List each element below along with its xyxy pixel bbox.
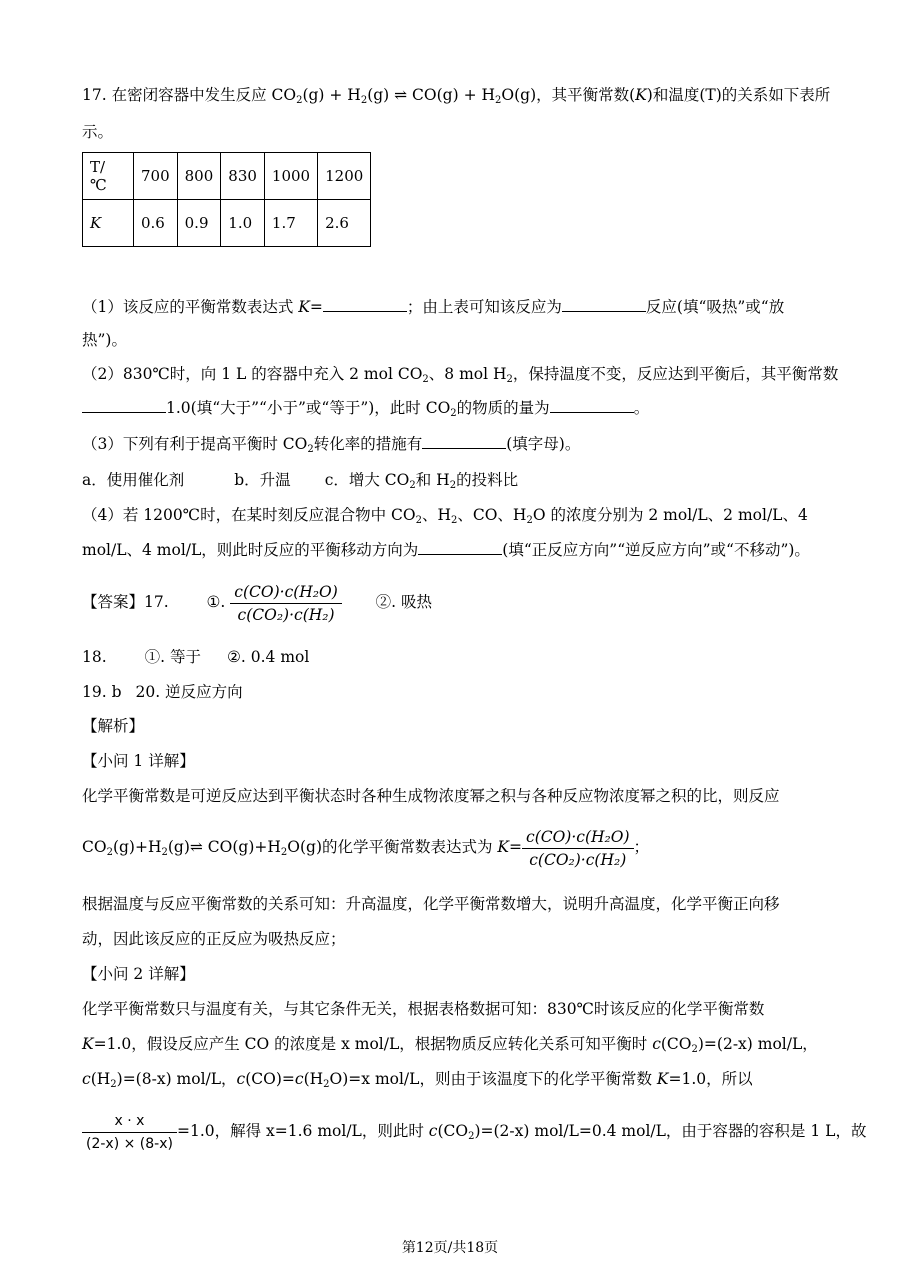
answer-19-20: 19. b 20. 逆反应方向	[82, 683, 243, 701]
conversion-fraction: $\frac{x \cdot x}{(2-x) \times (8-x)}$	[82, 1110, 177, 1155]
sub-question-2-label: 【小问 2 详解】	[82, 965, 195, 983]
answer-17: 【答案】17. ①. $\frac{\text{c(CO)·c(H₂O)}}{\text{c(CO₂)·c(H₂)}}$ ②. 吸热	[82, 582, 433, 624]
k-temperature-table	[82, 152, 371, 247]
table-row	[83, 200, 371, 247]
table-header-cell: K	[83, 200, 134, 247]
analysis-text: $\frac{x \cdot x}{(2-x) \times (8-x)}$ =1.0，解得 x=1.6 mol/L，则此时 $c(CO_2)=(2-x)$ mol/L=0.4 mol/L，由于容器的容积是 1 L，故	[82, 1106, 866, 1156]
table-cell: 0.6	[134, 200, 178, 247]
analysis-text: K=1.0，假设反应产生 CO 的浓度是 x mol/L，根据物质反应转化关系可知平衡时 $c(CO_2)=(2-x)$ mol/L，	[82, 1035, 818, 1055]
question-part-4: （4）若 1200℃时，在某时刻反应混合物中 $CO_2$、$H_2$、CO、$H_2O$ 的浓度分别为 2 mol/L、2 mol/L、4	[82, 506, 808, 526]
table-cell: 700	[134, 153, 178, 200]
question-part-3-options: a．使用催化剂 b．升温 c．增大 $CO_2$和 $H_2$的投料比	[82, 471, 519, 491]
answer-blank	[422, 434, 506, 449]
question-part-2-cont: 1.0(填“大于”“小于”或“等于”)，此时 $CO_2$的物质的量为 。	[82, 398, 649, 418]
answer-blank	[82, 398, 166, 413]
question-part-1-cont: 热”)。	[82, 331, 127, 349]
answer-18: 18. ①. 等于 ②. 0.4 mol	[82, 648, 310, 666]
table-cell: 0.9	[177, 200, 221, 247]
table-cell: 1000	[264, 153, 317, 200]
page-footer: 第12页/共18页	[401, 1240, 499, 1256]
question-part-1: （1）该反应的平衡常数表达式 K= ；由上表可知该反应为 反应(填“吸热”或“放	[82, 298, 785, 316]
table-row	[83, 153, 371, 200]
analysis-text: 动，因此该反应的正反应为吸热反应；	[82, 930, 346, 948]
analysis-text: $CO_2(g)+H_2(g)\rightleftharpoons$ $CO(g)+H_2O(g)$的化学平衡常数表达式为 K= $\frac{\text{c(CO)·c(H₂O)}}{\text{c(CO₂)·c(H₂)}}$ ；	[82, 827, 650, 869]
equilibrium-constant-fraction: $\frac{\text{c(CO)·c(H₂O)}}{\text{c(CO₂)·c(H₂)}}$	[230, 581, 341, 626]
table-cell: 1.0	[221, 200, 265, 247]
table-cell: 830	[221, 153, 265, 200]
analysis-text: $c(H_2)=(8-x)$ mol/L，$c(CO)=c(H_2O)=x$ mol/L，则由于该温度下的化学平衡常数 K=1.0，所以	[82, 1070, 753, 1090]
question-17-stem-cont: 示。	[82, 123, 114, 141]
answer-blank	[418, 540, 502, 555]
question-17-stem: 17. 在密闭容器中发生反应 $CO_2(g) + H_2(g)$ ⇌ $CO(g) + H_2O(g)$，其平衡常数(K)和温度(T)的关系如下表所	[82, 86, 831, 106]
sub-question-1-label: 【小问 1 详解】	[82, 752, 195, 770]
table-header-cell: T/ ℃	[83, 153, 134, 200]
analysis-label: 【解析】	[82, 717, 145, 735]
answer-blank	[323, 297, 407, 312]
table-cell: 2.6	[318, 200, 371, 247]
question-part-4-cont: mol/L、4 mol/L，则此时反应的平衡移动方向为 (填“正反应方向”“逆反应方向”或“不移动”)。	[82, 541, 810, 559]
equilibrium-constant-fraction: $\frac{\text{c(CO)·c(H₂O)}}{\text{c(CO₂)·c(H₂)}}$	[522, 826, 633, 871]
table-cell: 800	[177, 153, 221, 200]
answer-blank	[562, 297, 646, 312]
analysis-text: 根据温度与反应平衡常数的关系可知：升高温度，化学平衡常数增大，说明升高温度，化学平衡正向移	[82, 895, 780, 913]
question-part-3: （3）下列有利于提高平衡时 $CO_2$转化率的措施有 (填字母)。	[82, 435, 581, 455]
analysis-text: 化学平衡常数只与温度有关，与其它条件无关，根据表格数据可知：830℃时该反应的化学平衡常数	[82, 1000, 765, 1018]
table-cell: 1200	[318, 153, 371, 200]
analysis-text: 化学平衡常数是可逆反应达到平衡状态时各种生成物浓度幂之积与各种反应物浓度幂之积的比，则反应	[82, 787, 780, 805]
question-part-2: （2）830℃时，向 1 L 的容器中充入 2 mol $CO_2$、8 mol $H_2$，保持温度不变，反应达到平衡后，其平衡常数	[82, 365, 839, 385]
answer-blank	[550, 398, 634, 413]
table-cell: 1.7	[264, 200, 317, 247]
